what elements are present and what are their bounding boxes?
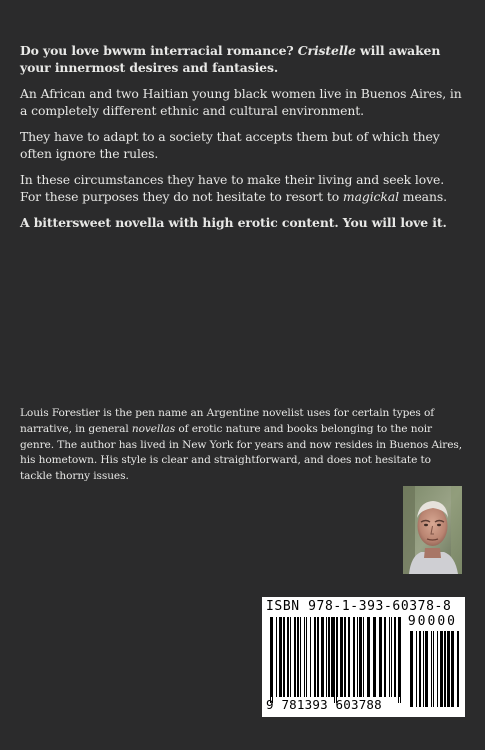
author-bio: Louis Forestier is the pen name an Argentine novelist uses for certain types of narrative, in general novellas of erotic nature and books belonging to the noir genre. The author has lived in New York for years and now resides in Buenos Aires, his hometown. His style is clear and straightforward, and does not hesitate to tackle thorny issues. (20, 407, 463, 483)
blurb-paragraph: An African and two Haitian young black women live in Buenos Aires, in a completely different ethnic and cultural environment. (20, 86, 462, 118)
back-cover-blurb (20, 42, 468, 240)
price-addon-digits: 90000 (407, 614, 457, 629)
blurb-hook: Do you love bwwm interracial romance? Cristelle will awaken your innermost desires and fantasies. (20, 43, 441, 75)
blurb-tagline: A bittersweet novella with high erotic content. You will love it. (20, 215, 447, 230)
blurb-paragraph: They have to adapt to a society that accepts them but of which they often ignore the rules. (20, 129, 440, 161)
author-portrait-image (403, 486, 462, 574)
author-photo (403, 486, 462, 574)
isbn-number: ISBN 978-1-393-60378-8 (266, 599, 452, 614)
ean-digits: 9 781393 603788 (266, 697, 382, 712)
blurb-paragraph: In these circumstances they have to make their living and seek love. For these purposes they do not hesitate to resort to magickal means. (20, 172, 447, 204)
isbn-barcode (262, 597, 465, 717)
